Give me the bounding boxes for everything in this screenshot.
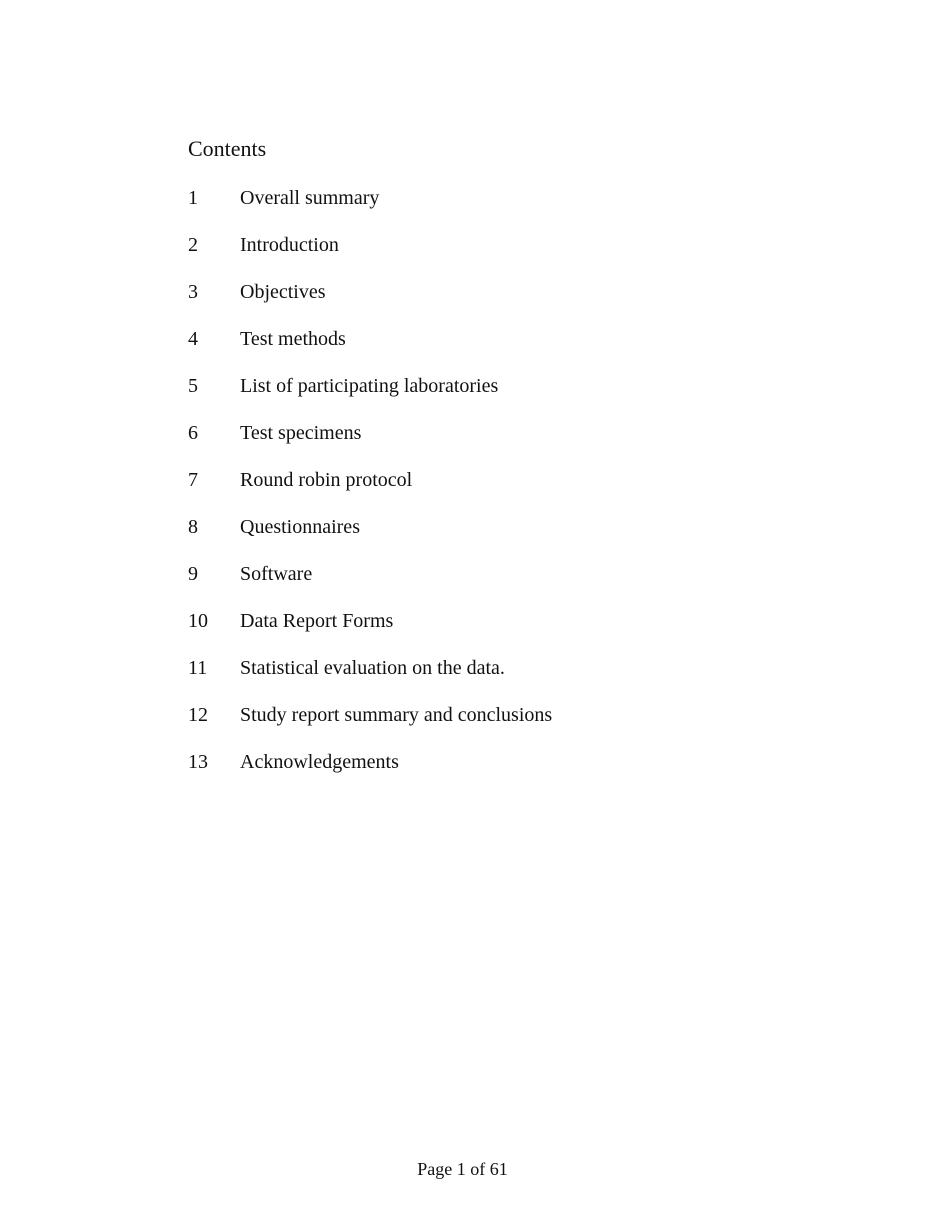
table-of-contents: [188, 186, 552, 797]
toc-entry-number: 9: [188, 563, 198, 585]
contents-heading: Contents: [188, 136, 267, 161]
toc-entry: [188, 280, 552, 327]
toc-entry-title: Overall summary: [240, 187, 380, 209]
toc-entry-number: 7: [188, 469, 198, 491]
toc-entry-title: Statistical evaluation on the data.: [240, 657, 505, 679]
toc-entry-number: 10: [188, 610, 208, 632]
toc-entry-title: Questionnaires: [240, 516, 360, 538]
toc-entry-title: Acknowledgements: [240, 751, 399, 773]
toc-entry: [188, 609, 552, 656]
toc-entry-title: Software: [240, 563, 313, 585]
toc-entry: [188, 186, 552, 233]
toc-entry: [188, 468, 552, 515]
toc-entry-number: 13: [188, 751, 208, 773]
toc-entry-title: Test specimens: [240, 422, 362, 444]
toc-entry: [188, 515, 552, 562]
toc-entry-number: 1: [188, 187, 198, 209]
toc-entry: [188, 233, 552, 280]
toc-entry-title: Introduction: [240, 234, 339, 256]
toc-entry: [188, 421, 552, 468]
toc-entry: [188, 703, 552, 750]
toc-entry-number: 2: [188, 234, 198, 256]
toc-entry: [188, 374, 552, 421]
toc-entry-number: 5: [188, 375, 198, 397]
toc-entry-title: Test methods: [240, 328, 346, 350]
toc-entry-number: 3: [188, 281, 198, 303]
toc-entry-number: 8: [188, 516, 198, 538]
toc-entry-title: Objectives: [240, 281, 326, 303]
toc-entry-number: 4: [188, 328, 198, 350]
toc-entry-number: 6: [188, 422, 198, 444]
toc-entry: [188, 656, 552, 703]
toc-entry-title: List of participating laboratories: [240, 375, 499, 397]
toc-entry: [188, 327, 552, 374]
toc-entry-title: Round robin protocol: [240, 469, 413, 491]
toc-entry-number: 11: [188, 657, 208, 679]
toc-entry-title: Data Report Forms: [240, 610, 394, 632]
toc-entry: [188, 750, 552, 797]
page-number-footer: Page 1 of 61: [417, 1159, 508, 1179]
toc-entry-title: Study report summary and conclusions: [240, 704, 553, 726]
toc-entry: [188, 562, 552, 609]
toc-entry-number: 12: [188, 704, 208, 726]
